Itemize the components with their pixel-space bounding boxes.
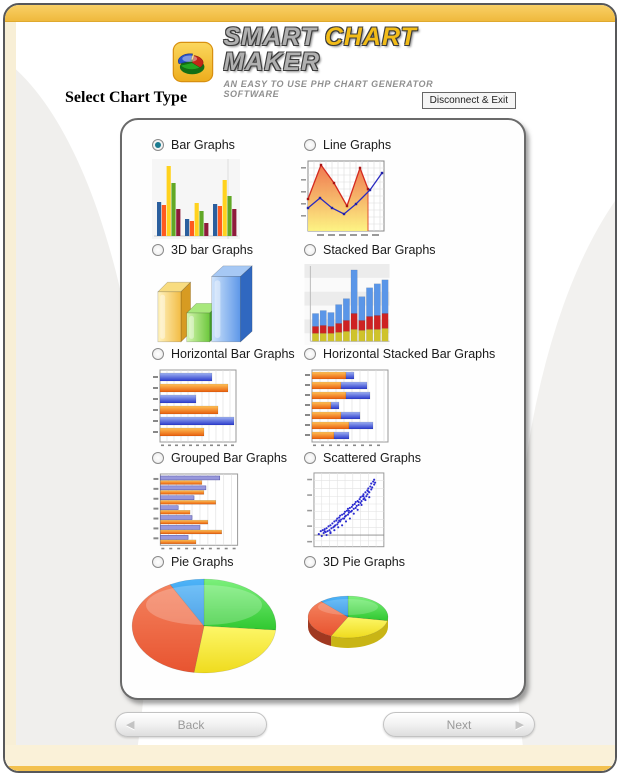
bar-graph-thumbnail: [152, 159, 240, 239]
chart-type-grid: [152, 136, 524, 675]
app-logo: [173, 25, 468, 99]
option-horizontal-stacked-bar-graphs: [304, 345, 524, 449]
option-horizontal-bar-graphs: [152, 345, 304, 449]
back-arrow-icon: ◀: [126, 718, 135, 731]
option-label[interactable]: 3D bar Graphs: [171, 242, 253, 257]
option-grouped-bar-graphs: [152, 449, 304, 553]
line-graph-thumbnail: [298, 159, 386, 241]
3d-bar-graph-thumbnail: [152, 263, 258, 345]
radio-row-3d-bar-graphs[interactable]: [152, 241, 304, 258]
radio-row-grouped-bar-graphs[interactable]: [152, 449, 304, 467]
option-3d-pie-graphs: [304, 553, 524, 675]
page-title: Select Chart Type: [65, 89, 188, 106]
option-label[interactable]: Stacked Bar Graphs: [323, 242, 436, 257]
radio-button-grouped-bar-graphs[interactable]: [152, 452, 164, 464]
right-swirl-decoration: [515, 125, 617, 773]
radio-button-pie-graphs[interactable]: [152, 556, 164, 568]
pie-graph-thumbnail: [128, 577, 280, 675]
next-button[interactable]: [383, 712, 535, 737]
logo-subtitle: AN EASY TO USE PHP CHART GENERATOR SOFTWARE: [223, 79, 434, 99]
option-label[interactable]: Bar Graphs: [171, 138, 235, 152]
option-label[interactable]: Grouped Bar Graphs: [171, 450, 288, 465]
chart-type-panel: [120, 118, 526, 700]
scattered-graph-thumbnail: [304, 471, 388, 553]
next-button-label: Next: [446, 717, 472, 732]
left-cream-strip: [5, 22, 16, 771]
option-line-graphs: [304, 136, 524, 241]
option-label[interactable]: Pie Graphs: [171, 555, 234, 569]
option-stacked-bar-graphs: [304, 241, 524, 345]
radio-button-scattered-graphs[interactable]: [304, 452, 316, 464]
stacked-bar-graph-thumbnail: [304, 264, 390, 345]
radio-button-3d-pie-graphs[interactable]: [304, 556, 316, 568]
option-label[interactable]: Line Graphs: [323, 138, 392, 152]
option-label[interactable]: Scattered Graphs: [323, 450, 421, 465]
logo-title: [223, 25, 467, 75]
option-label[interactable]: 3D Pie Graphs: [323, 555, 405, 569]
3d-pie-graph-thumbnail: [304, 589, 392, 653]
disconnect-exit-button[interactable]: Disconnect & Exit: [422, 92, 516, 109]
radio-row-scattered-graphs[interactable]: [304, 449, 524, 466]
radio-button-horizontal-bar-graphs[interactable]: [152, 348, 164, 360]
grouped-bar-graph-thumbnail: [152, 472, 242, 553]
radio-row-3d-pie-graphs[interactable]: [304, 553, 524, 571]
radio-row-bar-graphs[interactable]: [152, 136, 304, 154]
option-label[interactable]: Horizontal Bar Graphs: [171, 347, 295, 361]
logo-word-smart: SMART: [223, 23, 317, 51]
radio-button-stacked-bar-graphs[interactable]: [304, 244, 316, 256]
option-pie-graphs: [152, 553, 304, 675]
wizard-nav: [115, 712, 535, 737]
option-3d-bar-graphs: [152, 241, 304, 345]
option-label[interactable]: Horizontal Stacked Bar Graphs: [323, 347, 496, 361]
logo-word-chart: CHART: [324, 23, 417, 51]
back-button-label: Back: [177, 717, 205, 732]
radio-button-3d-bar-graphs[interactable]: [152, 244, 164, 256]
radio-row-horizontal-bar-graphs[interactable]: [152, 345, 304, 363]
logo-word-maker: MAKER: [223, 48, 321, 76]
radio-button-line-graphs[interactable]: [304, 139, 316, 151]
radio-row-line-graphs[interactable]: [304, 136, 524, 154]
horizontal-stacked-bar-graph-thumbnail: [304, 368, 390, 448]
radio-row-horizontal-stacked-bar-graphs[interactable]: [304, 345, 524, 363]
top-gold-bar: [5, 5, 615, 22]
pie-chart-logo-icon: [173, 37, 214, 87]
option-scattered-graphs: [304, 449, 524, 553]
bottom-cream-band: [5, 745, 615, 771]
radio-button-bar-graphs[interactable]: [152, 139, 164, 151]
option-bar-graphs: [152, 136, 304, 241]
radio-row-stacked-bar-graphs[interactable]: [304, 241, 524, 259]
horizontal-bar-graph-thumbnail: [152, 368, 240, 448]
radio-row-pie-graphs[interactable]: [152, 553, 304, 571]
page-frame: [3, 3, 617, 773]
radio-button-horizontal-stacked-bar-graphs[interactable]: [304, 348, 316, 360]
next-arrow-icon: ▶: [515, 718, 524, 731]
back-button[interactable]: [115, 712, 267, 737]
